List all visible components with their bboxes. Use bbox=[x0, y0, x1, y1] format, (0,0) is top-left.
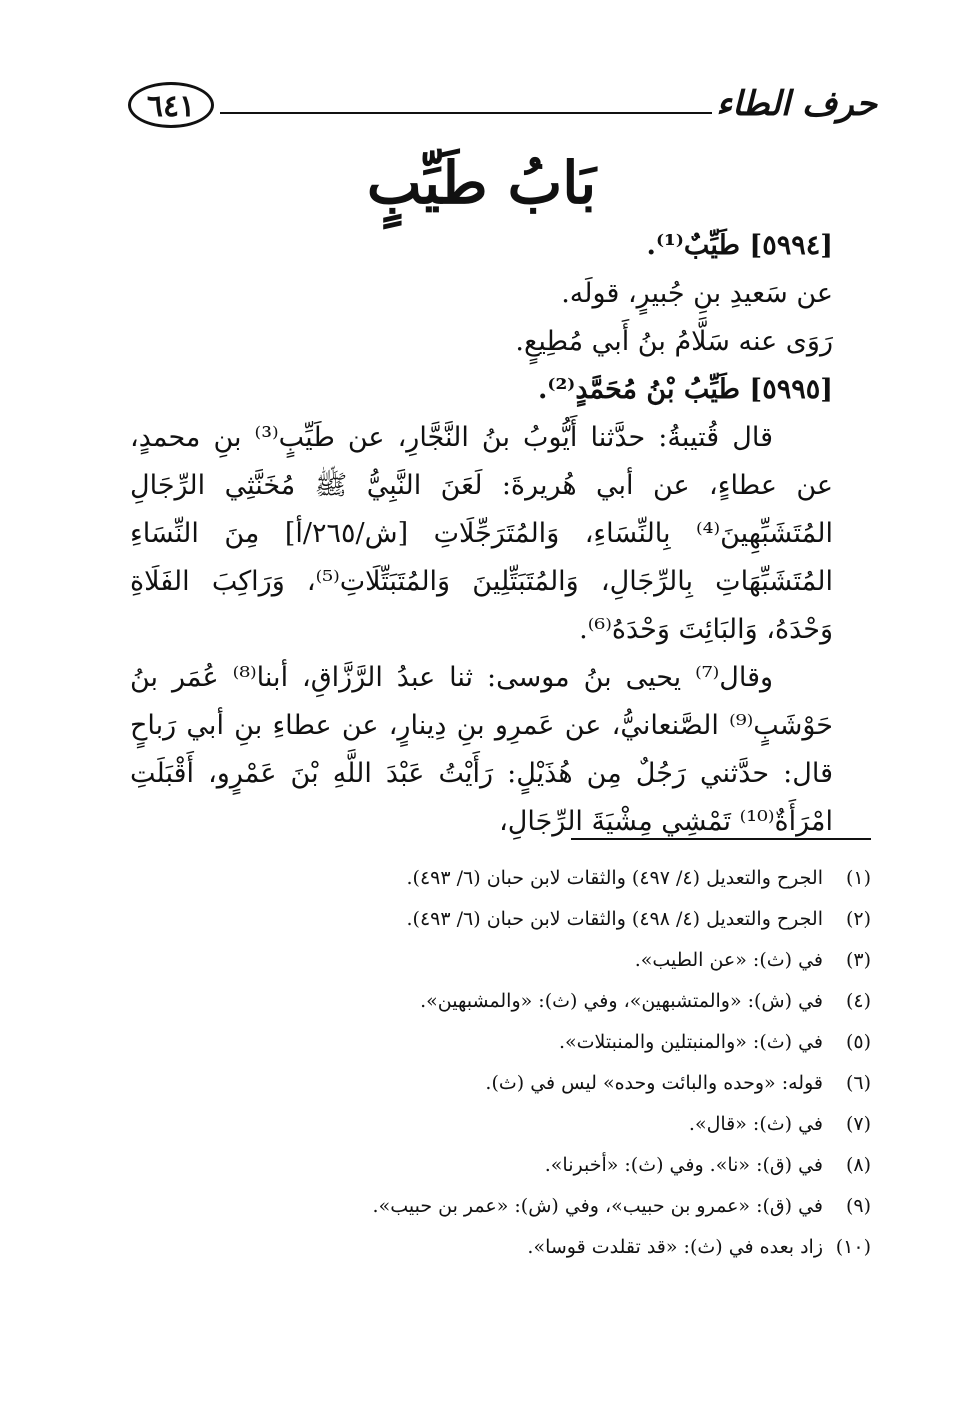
main-text bbox=[130, 222, 833, 846]
footnote-text: في (ش): «والمتشبهين»، وفي (ث): «والمشبهين». bbox=[420, 990, 823, 1012]
footnote bbox=[120, 1104, 871, 1145]
footnote bbox=[120, 1227, 871, 1268]
footnote-number: (١٠) bbox=[835, 1236, 871, 1258]
narration-paragraph: قال قُتيبةُ: حدَّثنا أَيُّوبُ بنُ النَّجَّارِ، عن طَيِّبٍ⁽³⁾ بنِ محمدٍ، عن عطاءٍ، عن أبي هُريرةَ: لَعَنَ النَّبِيُّ ﷺ مُخَنَّثِي الرِّجَالِ المُتَشَبِّهِينَ⁽⁴⁾ بِالنِّسَاءِ، وَالمُتَرَجِّلَاتِ [ش/٢٦٥/أ] مِنَ النِّسَاءِ المُتَشَبِّهَاتِ بِالرِّجَالِ، وَالمُتَبَتِّلِينَ وَالمُتَبَتِّلَاتِ⁽⁵⁾، وَرَاكِبَ الفَلَاةِ وَحْدَهُ، وَالبَائِتَ وَحْدَهُ⁽⁶⁾. bbox=[130, 422, 833, 645]
footnotes bbox=[120, 858, 871, 1268]
footnote bbox=[120, 858, 871, 899]
header-title: حرف الطاء bbox=[716, 84, 877, 124]
footnote-text: زاد بعده في (ث): «قد تقلدت قوسا». bbox=[527, 1236, 823, 1258]
narration-paragraph: وقال⁽⁷⁾ يحيى بنُ موسى: ثنا عبدُ الرَّزَّاقِ، أبنا⁽⁸⁾ عُمَر بنُ حَوْشَبٍ⁽⁹⁾ الصَّنعانيُّ، عن عَمرِو بنِ دِينارٍ، عن عطاءِ بنِ أبي رَباحٍ قال: حدَّثني رَجُلٌ مِن هُذَيْلٍ: رَأَيْتُ عَبْدَ اللَّهِ بْنَ عَمْرٍو، أَقْبَلَتِ امْرَأَةٌ⁽¹⁰⁾ تَمْشِي مِشْيَةَ الرِّجَالِ، bbox=[130, 662, 833, 837]
chapter-title: بَابُ طَيِّبٍ bbox=[366, 149, 597, 217]
footnote bbox=[120, 1022, 871, 1063]
footnote bbox=[120, 940, 871, 981]
entry-heading-5994: [٥٩٩٤] طَيِّبٌ⁽¹⁾. bbox=[646, 230, 833, 261]
header-rule bbox=[220, 112, 712, 114]
footnote-number: (٩) bbox=[845, 1195, 871, 1217]
running-header bbox=[120, 78, 877, 138]
footnote-text: الجرح والتعديل (٤/ ٤٩٧) والثقات لابن حبان (٦/ ٤٩٣). bbox=[406, 867, 823, 889]
footnote-number: (٥) bbox=[845, 1031, 871, 1053]
entry-line: رَوَى عنه سَلَّامُ بنُ أَبي مُطِيعٍ. bbox=[515, 326, 833, 357]
entry-line: عن سَعيدِ بنِ جُبيرٍ، قولَه. bbox=[561, 278, 833, 309]
footnote-number: (٨) bbox=[845, 1154, 871, 1176]
footnote-number: (٣) bbox=[845, 949, 871, 971]
footnote-number: (٢) bbox=[845, 908, 871, 930]
footnote-separator bbox=[571, 838, 871, 840]
footnote-text: في (ث): «والمنبتلين والمنبتلات». bbox=[558, 1031, 823, 1053]
footnote-number: (١) bbox=[845, 867, 871, 889]
footnote-text: الجرح والتعديل (٤/ ٤٩٨) والثقات لابن حبان (٦/ ٤٩٣). bbox=[406, 908, 823, 930]
footnote-number: (٧) bbox=[845, 1113, 871, 1135]
footnote bbox=[120, 1145, 871, 1186]
footnote bbox=[120, 981, 871, 1022]
footnote-text: في (ث): «عن الطيب». bbox=[634, 949, 823, 971]
footnote-number: (٤) bbox=[845, 990, 871, 1012]
entry-heading-5995: [٥٩٩٥] طَيِّبُ بْنُ مُحَمَّدٍ⁽²⁾. bbox=[538, 374, 833, 405]
footnote-text: قوله: «وحده والبائت وحده» ليس في (ث). bbox=[485, 1072, 823, 1094]
footnote bbox=[120, 1063, 871, 1104]
footnote bbox=[120, 1186, 871, 1227]
page-number: ٦٤١ bbox=[128, 82, 214, 128]
footnote-number: (٦) bbox=[845, 1072, 871, 1094]
footnote-text: في (ث): «قال». bbox=[688, 1113, 823, 1135]
footnote-text: في (ق): «نا». وفي (ث): «أخبرنا». bbox=[544, 1154, 823, 1176]
footnote bbox=[120, 899, 871, 940]
footnote-text: في (ق): «عمرو بن حبيب»، وفي (ش): «عمر بن حبيب». bbox=[372, 1195, 823, 1217]
